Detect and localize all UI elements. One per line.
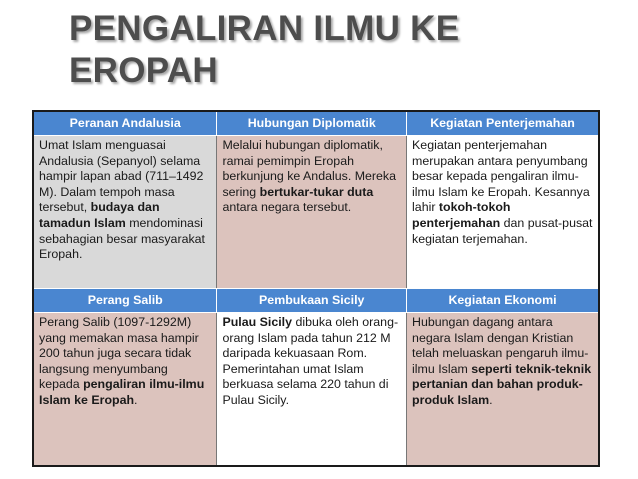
cell-peranan-andalusia — [33, 136, 217, 289]
bold-text: Pulau Sicily — [222, 315, 292, 329]
header-perang-salib: Perang Salib — [33, 289, 217, 313]
bold-text: budaya dan tamadun Islam — [39, 200, 160, 230]
bold-text: pengaliran ilmu-ilmu Islam ke Eropah — [39, 377, 205, 407]
header-pembukaan-sicily: Pembukaan Sicily — [217, 289, 407, 313]
slide-title — [69, 8, 589, 92]
cell-text: dibuka oleh orang-orang Islam pada tahun 212 M daripada kekuasaan Rom. Pemerintahan umat Islam berkuasa selama 220 tahun di Pulau Sicily. — [222, 315, 399, 407]
header-kegiatan-penterjemahan: Kegiatan Penterjemahan — [407, 111, 599, 136]
header-row-2 — [33, 289, 599, 313]
cell-hubungan-diplomatik — [217, 136, 407, 289]
bold-text: bertukar-tukar duta — [259, 184, 374, 199]
cell-text: . — [489, 392, 493, 407]
cell-text: Umat Islam menguasai Andalusia (Sepanyol) selama hampir lapan abad (711–1492 M). Dalam tempoh masa tersebut, — [39, 138, 204, 215]
cell-text: mendominasi sebahagian besar masyarakat Eropah. — [39, 215, 205, 262]
header-kegiatan-ekonomi: Kegiatan Ekonomi — [407, 289, 599, 313]
slide-title-line-2: EROPAH — [69, 51, 218, 90]
bold-text: tokoh-tokoh penterjemahan — [412, 200, 511, 230]
cell-text: Kegiatan penterjemahan merupakan antara penyumbang besar kepada pengaliran ilmu-ilmu Islam ke Eropah. Kesannya lahir — [412, 138, 590, 215]
header-hubungan-diplomatik: Hubungan Diplomatik — [217, 111, 407, 136]
header-peranan-andalusia: Peranan Andalusia — [33, 111, 217, 136]
cell-perang-salib — [33, 313, 217, 467]
cell-text: Perang Salib (1097-1292M) yang memakan masa hampir 200 tahun juga secara tidak langsung menyumbang kepada — [39, 315, 199, 392]
info-table — [32, 110, 600, 467]
cell-text: Melalui hubungan diplomatik, ramai pemimpin Eropah berkunjung ke Andalus. Mereka sering — [222, 138, 397, 199]
bold-text: seperti teknik-teknik pertanian dan bahan produk-produk Islam — [412, 361, 592, 407]
cell-text: antara negara tersebut. — [222, 200, 352, 215]
cell-text: dan pusat-pusat kegiatan terjemahan. — [412, 215, 593, 246]
cell-kegiatan-penterjemahan — [407, 136, 599, 289]
cell-text: Hubungan dagang antara negara Islam dengan Kristian telah meluaskan pengaruh ilmu-ilmu Islam — [412, 315, 589, 376]
cell-kegiatan-ekonomi — [407, 313, 599, 467]
body-row-1 — [33, 136, 599, 289]
body-row-2 — [33, 313, 599, 467]
cell-text: . — [134, 392, 138, 407]
slide-title-line-1: PENGALIRAN ILMU KE — [69, 9, 460, 48]
header-row-1 — [33, 111, 599, 136]
cell-pembukaan-sicily — [217, 313, 407, 467]
